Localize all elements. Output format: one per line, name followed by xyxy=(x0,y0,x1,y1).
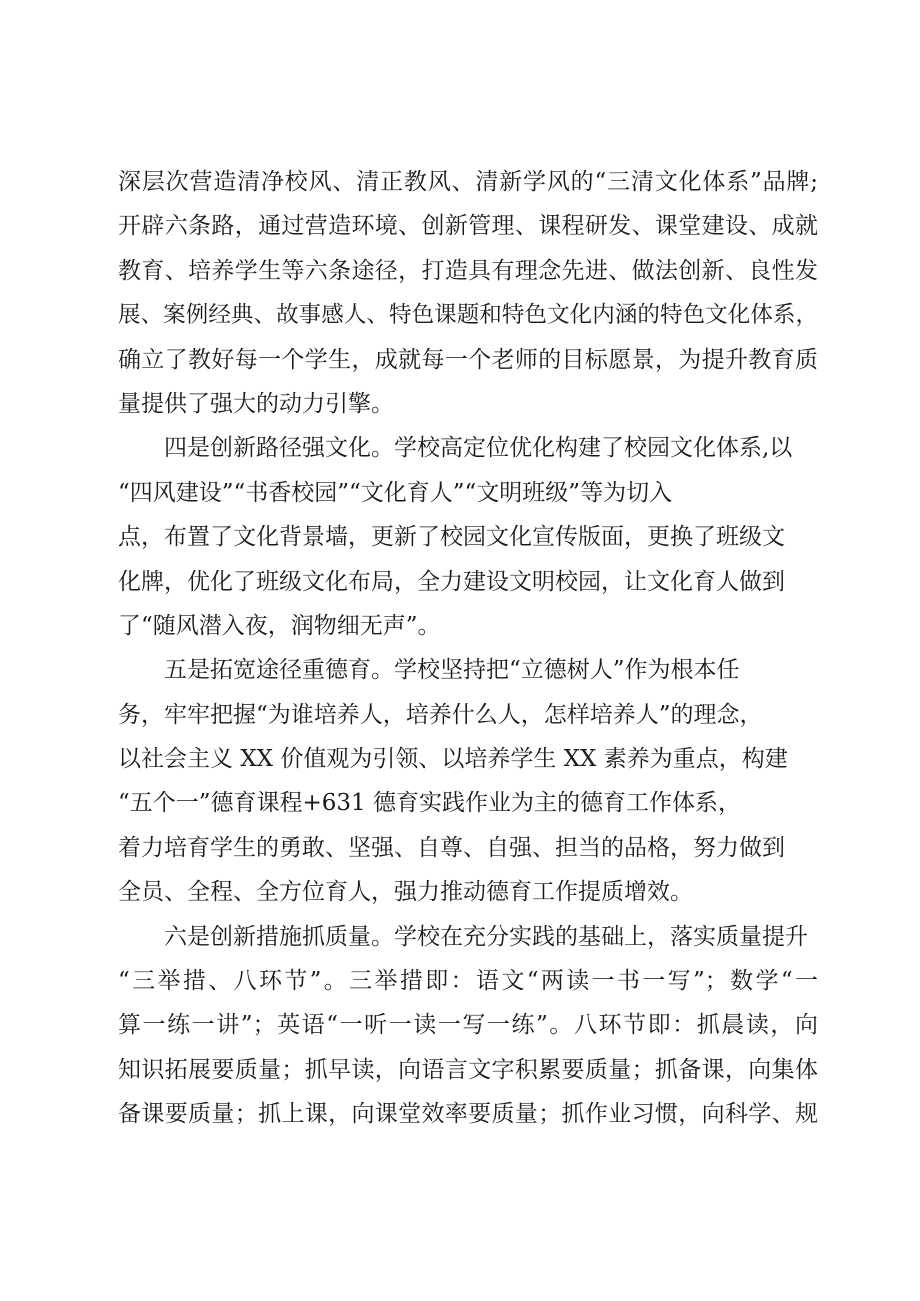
text-line: 确立了教好每一个学生，成就每一个老师的目标愿景，为提升教育质 xyxy=(118,346,818,373)
text-line: 备课要质量；抓上课，向课堂效率要质量；抓作业习惯，向科学、规 xyxy=(118,1101,818,1128)
text-line: 量提供了强大的动力引擎。 xyxy=(118,390,394,417)
text-line: 全员、全程、全方位育人，强力推动德育工作提质增效。 xyxy=(118,879,693,906)
body-text xyxy=(118,160,818,1137)
text-line: 点，布置了文化背景墙，更新了校园文化宣传版面，更换了班级文 xyxy=(118,524,785,551)
text-line: 深层次营造清净校风、清正教风、清新学风的“三清文化体系”品牌; xyxy=(118,169,818,195)
text-line: 教育、培养学生等六条途径，打造具有理念先进、做法创新、良性发 xyxy=(118,257,818,284)
text-line: 展、案例经典、故事感人、特色课题和特色文化内涵的特色文化体系， xyxy=(118,302,818,329)
text-line: 务，牢牢把握“为谁培养人，培养什么人，怎样培养人”的理念， xyxy=(118,701,763,728)
paragraph-start-line: 六是创新措施抓质量。学校在充分实践的基础上，落实质量提升 xyxy=(164,923,808,950)
text-line: 算一练一讲”；英语“一听一读一写一练”。八环节即：抓晨读，向 xyxy=(118,1012,818,1039)
text-line: “五个一”德育课程+631 德育实践作业为主的德育工作体系， xyxy=(118,790,741,817)
text-line: 化牌，优化了班级文化布局，全力建设文明校园，让文化育人做到 xyxy=(118,568,785,595)
paragraph-start-line: 四是创新路径强文化。学校高定位优化构建了校园文化体系,以 xyxy=(164,435,793,462)
text-line: 以社会主义 XX 价值观为引领、以培养学生 XX 素养为重点，构建 xyxy=(118,746,788,773)
text-line: 知识拓展要质量；抓早读，向语言文字积累要质量；抓备课，向集体 xyxy=(118,1056,818,1083)
text-line: 了“随风潜入夜，润物细无声”。 xyxy=(118,612,441,639)
text-line: 着力培育学生的勇敢、坚强、自尊、自强、担当的品格，努力做到 xyxy=(118,834,785,861)
text-line: “四风建设”“书香校园”“文化育人”“文明班级”等为切入 xyxy=(118,479,673,506)
paragraph-start-line: 五是拓宽途径重德育。学校坚持把“立德树人”作为根本任 xyxy=(164,657,740,684)
text-line: “三举措、八环节”。三举措即：语文“两读一书一写”；数学“一 xyxy=(118,968,818,995)
text-line: 开辟六条路，通过营造环境、创新管理、课程研发、课堂建设、成就 xyxy=(118,213,818,240)
